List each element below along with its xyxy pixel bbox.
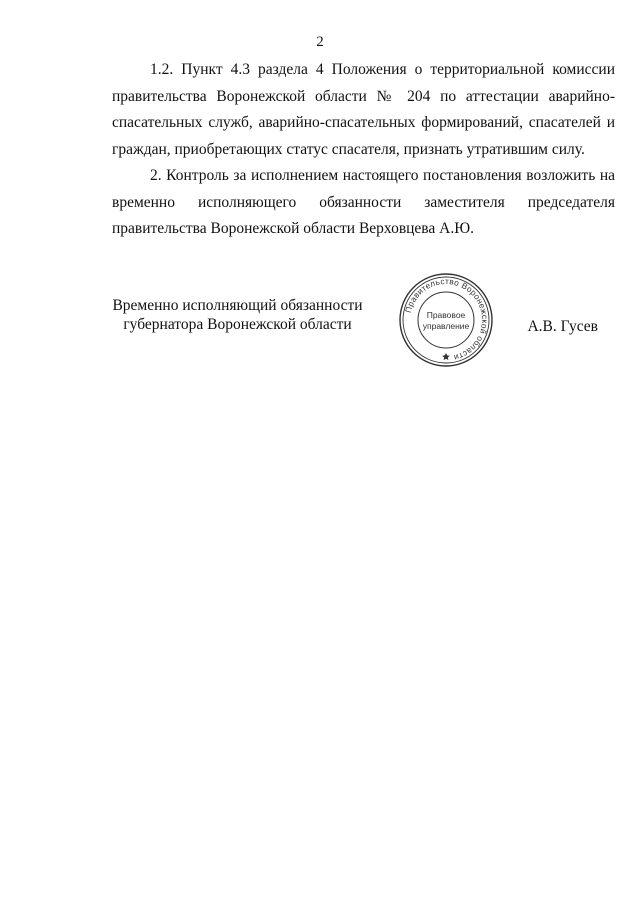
signatory-name: А.В. Гусев xyxy=(527,318,598,335)
paragraph-1-2: 1.2. Пункт 4.3 раздела 4 Положения о территориальной комиссии правительства Воронежской области № 204 по аттестации аварийно-спасательных служб, аварийно-спасательных формирований, спасателей и граждан, приобретающих статус спасателя, признать утратившим силу. xyxy=(112,61,615,158)
stamp-inner-line-2: управление xyxy=(422,321,470,331)
page-number: 2 xyxy=(316,34,324,50)
paragraph-2: 2. Контроль за исполнением настоящего постановления возложить на временно исполняющего обязанности заместителя председателя правительства Воронежской области Верховцева А.Ю. xyxy=(112,167,615,237)
stamp-star-icon xyxy=(442,353,450,360)
stamp-outer-text: Правительство Воронежской области xyxy=(402,275,491,364)
stamp-seal-icon xyxy=(397,271,495,369)
signatory-title-line-2: губернатора Воронежской области xyxy=(123,316,352,333)
document-body xyxy=(112,57,615,243)
signatory-title xyxy=(100,296,375,334)
signatory-title-line-1: Временно исполняющий обязанности xyxy=(112,297,363,314)
stamp-inner-line-1: Правовое xyxy=(426,310,466,320)
official-stamp xyxy=(397,271,495,369)
